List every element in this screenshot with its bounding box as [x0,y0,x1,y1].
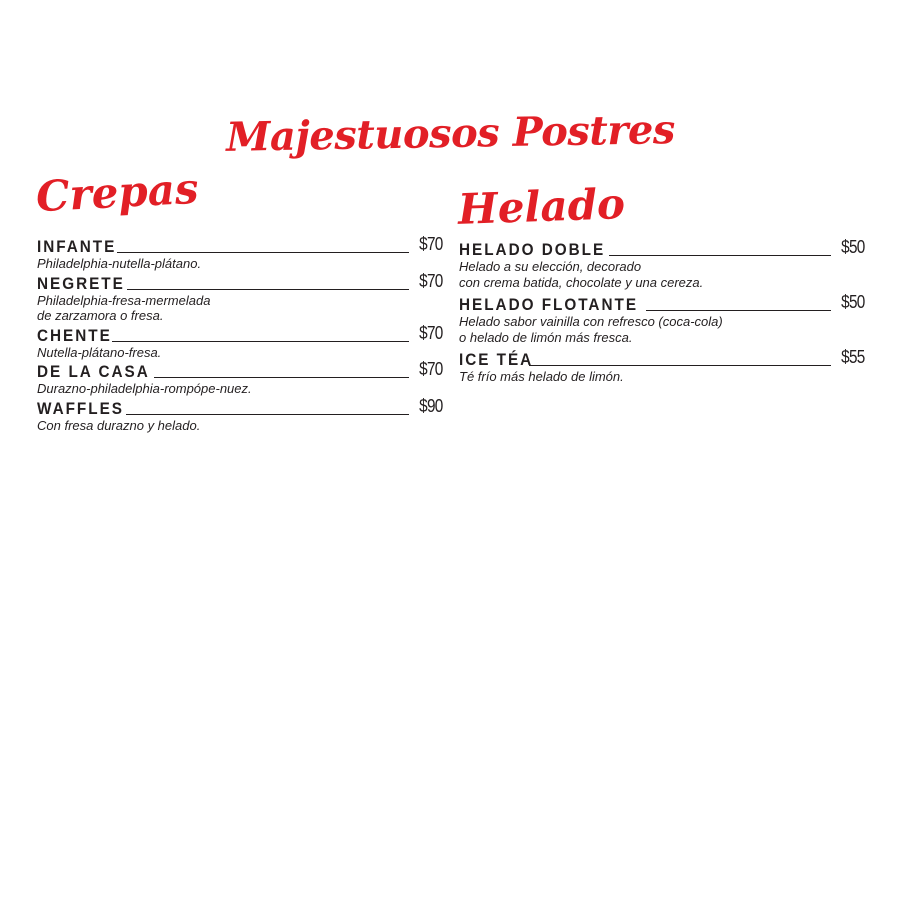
item-name: ICE TÉA [459,350,534,369]
item-description: Philadelphia-fresa-mermelada [37,292,211,308]
item-name: CHENTE [37,325,112,345]
dotted-leader [127,289,410,290]
menu-item-infante [37,234,443,272]
item-description: Helado a su elección, decorado [459,259,642,274]
item-name: DE LA CASA [37,362,150,381]
menu-item-ice-tea [459,347,865,385]
item-description: Con fresa durazno y helado. [37,417,201,433]
item-description: o helado de limón más fresca. [459,329,633,345]
item-name: NEGRETE [37,273,125,293]
dotted-leader [609,255,831,256]
menu-title: Majestuosos Postres [225,106,676,161]
item-name: HELADO FLOTANTE [459,295,639,314]
item-price: $70 [419,359,443,379]
helado-list [459,237,865,390]
dotted-leader [126,414,410,415]
menu-item-helado-flotante [459,292,865,345]
section-heading-crepas: Crepas [34,163,200,222]
item-description: Nutella-plátano-fresa. [37,344,162,360]
menu-item-helado-doble [459,237,865,290]
menu-item-negrete [37,270,443,324]
menu-item-de-la-casa [37,359,443,397]
item-name: INFANTE [37,237,117,256]
item-price: $90 [419,395,443,416]
item-price: $70 [419,234,443,254]
item-price: $50 [841,292,865,312]
dotted-leader [117,252,409,253]
dotted-leader [154,377,409,378]
dotted-leader [112,341,409,342]
menu-item-chente [37,322,443,361]
item-description: Durazno-philadelphia-rompópe-nuez. [37,381,252,396]
item-price: $70 [419,270,443,291]
item-description: con crema batida, chocolate y una cereza. [459,274,704,290]
dotted-leader [646,310,831,311]
item-price: $55 [841,347,865,367]
item-description: Helado sabor vainilla con refresco (coca-cola) [459,314,723,329]
item-description: Philadelphia-nutella-plátano. [37,256,202,271]
section-heading-helado: Helado [457,179,626,234]
item-price: $50 [841,237,865,257]
crepas-list [37,234,443,435]
dotted-leader [529,365,831,366]
item-name: HELADO DOBLE [459,240,606,259]
menu-item-waffles [37,395,443,434]
item-name: WAFFLES [37,398,124,418]
item-description: Té frío más helado de limón. [459,369,624,384]
item-price: $70 [419,322,443,343]
item-description: de zarzamora o fresa. [37,308,164,323]
